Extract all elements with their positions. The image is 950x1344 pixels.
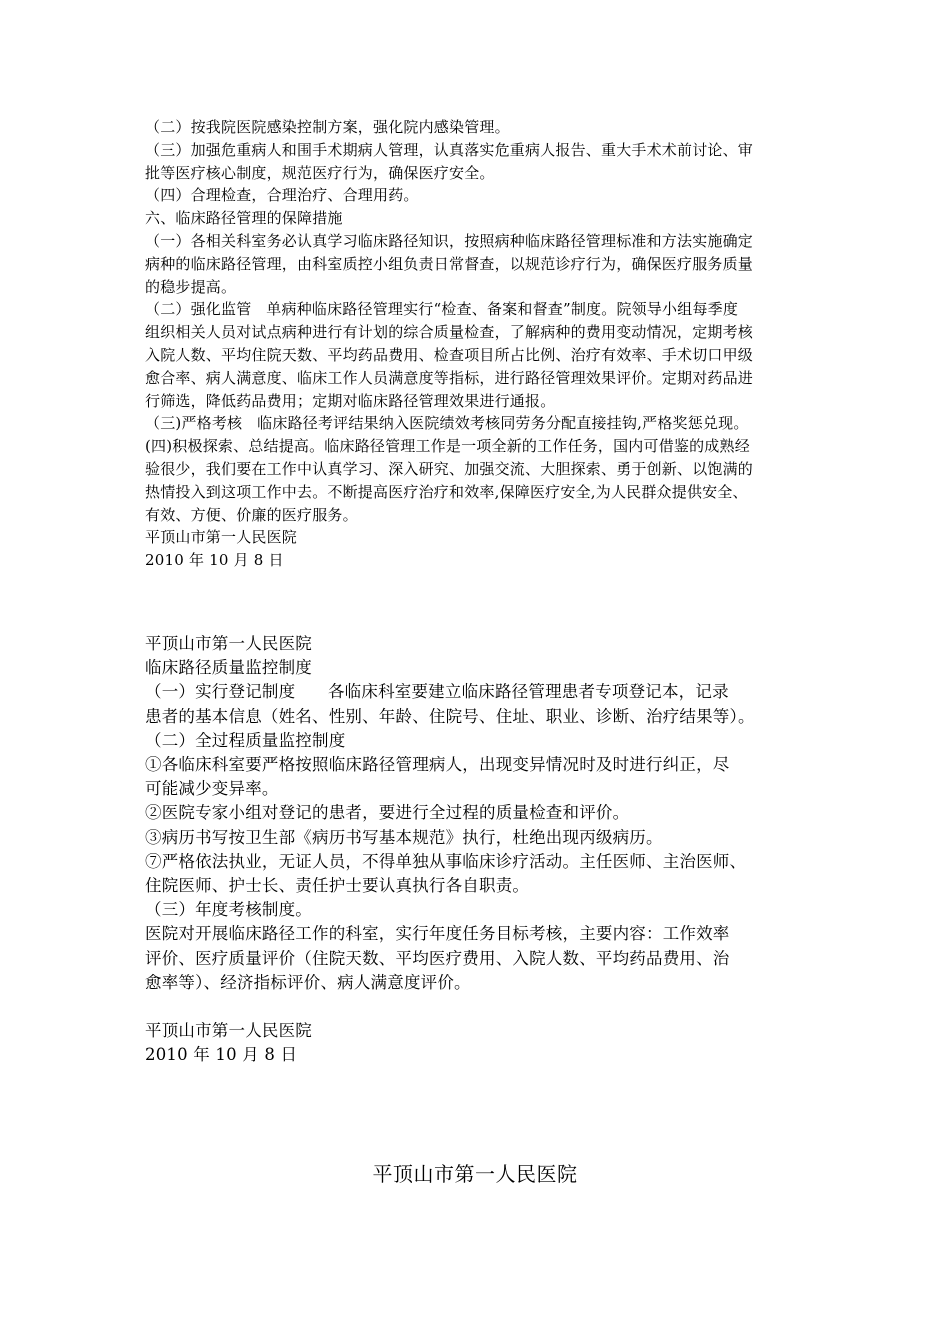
text-line: 病种的临床路径管理，由科室质控小组负责日常督查，以规范诊疗行为，确保医疗服务质量 (145, 254, 754, 273)
text-line: （二）全过程质量监控制度 (145, 730, 346, 750)
text-line: （二）强化监管 单病种临床路径管理实行“检查、备案和督查”制度。院领导小组每季度 (145, 300, 739, 319)
text-line: （二）按我院医院感染控制方案，强化院内感染管理。 (145, 118, 510, 136)
text-line: 入院人数、平均住院天数、平均药品费用、检查项目所占比例、治疗有效率、手术切口甲级 (145, 345, 754, 364)
section-1 (145, 116, 810, 572)
text-line: （三）加强危重病人和围手术期病人管理，认真落实危重病人报告、重大手术术前讨论、审 (145, 140, 754, 159)
text-line: 有效、方便、价廉的医疗服务。 (145, 505, 358, 524)
text-line: 医院对开展临床路径工作的科室，实行年度任务目标考核，主要内容：工作效率 (145, 924, 730, 944)
text-line: （一）实行登记制度 各临床科室要建立临床路径管理患者专项登记本，记录 (145, 682, 729, 702)
signature: 平顶山市第一人民医院 (145, 528, 298, 547)
text-line: 愈合率、病人满意度、临床工作人员满意度等指标，进行路径管理效果评价。定期对药品进 (145, 368, 754, 387)
signature: 平顶山市第一人民医院 (145, 1021, 312, 1041)
org-name: 平顶山市第一人民医院 (145, 634, 312, 653)
section-heading: 六、临床路径管理的保障措施 (145, 209, 343, 228)
text-line: ②医院专家小组对登记的患者，要进行全过程的质量检查和评价。 (145, 803, 630, 823)
document-title: 临床路径质量监控制度 (145, 658, 312, 678)
text-line: ①各临床科室要严格按照临床路径管理病人，出现变异情况时及时进行纠正，尽 (145, 755, 730, 775)
text-line: （四）合理检查，合理治疗、合理用药。 (145, 186, 419, 205)
footer-title: 平顶山市第一人民医院 (372, 1162, 578, 1186)
spacer (145, 995, 815, 1019)
text-line: 住院医师、护士长、责任护士要认真执行各自职责。 (145, 876, 530, 896)
text-line: (四)积极探索、总结提高。临床路径管理工作是一项全新的工作任务，国内可借鉴的成熟经 (145, 437, 750, 456)
text-line: 可能减少变异率。 (145, 779, 279, 799)
text-line: 患者的基本信息（姓名、性别、年龄、住院号、住址、职业、诊断、治疗结果等）。 (145, 706, 755, 726)
text-line: （一）各相关科室务必认真学习临床路径知识，按照病种临床路径管理标准和方法实施确定 (145, 231, 754, 250)
date: 2010 年 10 月 8 日 (145, 551, 284, 570)
text-line: 验很少，我们要在工作中认真学习、深入研究、加强交流、大胆探索、勇于创新、以饱满的 (145, 459, 754, 478)
date: 2010 年 10 月 8 日 (145, 1045, 298, 1065)
text-line: 组织相关人员对试点病种进行有计划的综合质量检查，了解病种的费用变动情况，定期考核 (145, 323, 754, 342)
text-line: 的稳步提高。 (145, 277, 237, 296)
text-line: 行筛选，降低药品费用；定期对临床路径管理效果进行通报。 (145, 391, 556, 410)
text-line: 热情投入到这项工作中去。不断提高医疗治疗和效率,保障医疗安全,为人民群众提供安全、 (145, 482, 748, 501)
text-line: （三)严格考核 临床路径考评结果纳入医院绩效考核同劳务分配直接挂钩,严格奖惩兑现。 (145, 414, 749, 433)
text-line: 评价、医疗质量评价（住院天数、平均医疗费用、入院人数、平均药品费用、治 (145, 948, 730, 968)
text-line: 批等医疗核心制度，规范医疗行为，确保医疗安全。 (145, 163, 495, 182)
text-line: 愈率等）、经济指标评价、病人满意度评价。 (145, 972, 471, 992)
section-2 (145, 632, 815, 1067)
text-line: ⑦严格依法执业，无证人员，不得单独从事临床诊疗活动。主任医师、主治医师、 (145, 851, 747, 871)
text-line: （三）年度考核制度。 (145, 900, 312, 920)
text-line: ③病历书写按卫生部《病历书写基本规范》执行，杜绝出现丙级病历。 (145, 827, 663, 847)
